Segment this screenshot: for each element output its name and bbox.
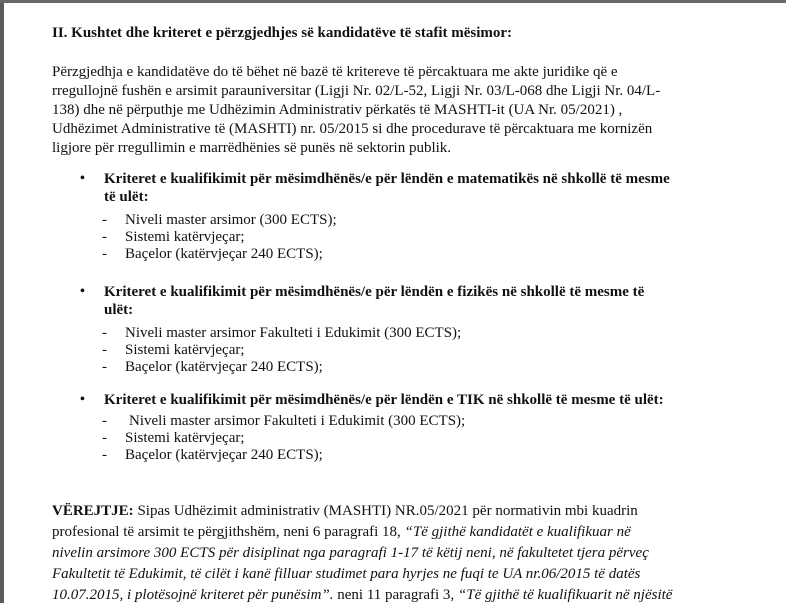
criteria-heading <box>52 170 732 206</box>
note-line: Fakultetit të Edukimit, të cilët i kanë filluar studimet para hyrjes ne fuqi te UA nr.06/2015 të datës <box>52 566 641 582</box>
criteria-heading-line: të ulët: <box>104 189 149 205</box>
note-paragraph <box>52 501 752 606</box>
dash-icon: - <box>102 212 107 228</box>
list-item: - Baçelor (katërvjeçar 240 ECTS); <box>102 246 323 262</box>
criteria-heading-line: ulët: <box>104 302 134 318</box>
dash-icon: - <box>102 430 107 446</box>
criteria-heading-line: Kriteret e kualifikimit për mësimdhënës/e për lëndën e TIK në shkollë të mesme të ulët: <box>104 392 664 408</box>
dash-icon: - <box>102 325 107 341</box>
note-line: profesional të arsimit te përgjithshëm, neni 6 paragrafi 18, “Të gjithë kandidatët e kualifikuar në <box>52 524 631 540</box>
criteria-heading <box>52 391 732 409</box>
list-item: - Niveli master arsimor Fakulteti i Edukimit (300 ECTS); <box>102 413 466 429</box>
bullet-icon: • <box>80 171 85 186</box>
dash-icon: - <box>102 246 107 262</box>
dash-icon: - <box>102 447 107 463</box>
intro-line: rregullojnë fushën e arsimit parauniversitar (Ligji Nr. 02/L-52, Ligji Nr. 03/L-068 dhe Ligji Nr. 04/L- <box>52 83 661 99</box>
list-item: - Niveli master arsimor Fakulteti i Edukimit (300 ECTS); <box>102 325 462 341</box>
note-line: nivelin arsimore 300 ECTS për disiplinat nga paragrafi 1-17 të këtij neni, në fakultetet tjera përveç <box>52 545 649 561</box>
dash-icon: - <box>102 413 107 429</box>
note-line: VËREJTJE: Sipas Udhëzimit administrativ (MASHTI) NR.05/2021 për normativin mbi kuadrin <box>52 503 638 519</box>
criteria-math <box>52 170 732 263</box>
list-item: - Baçelor (katërvjeçar 240 ECTS); <box>102 359 323 375</box>
criteria-list <box>52 212 732 263</box>
list-item: - Niveli master arsimor (300 ECTS); <box>102 212 337 228</box>
bullet-icon: • <box>80 392 85 407</box>
criteria-heading-line: Kriteret e kualifikimit për mësimdhënës/e për lëndën e matematikës në shkollë të mesme <box>104 171 670 187</box>
criteria-heading <box>52 283 732 319</box>
list-item: - Sistemi katërvjeçar; <box>102 229 245 245</box>
intro-line: 138) dhe në përputhje me Udhëzimin Administrativ përkatës të MASHTI-it (UA Nr. 05/2021) , <box>52 102 623 118</box>
intro-line: Udhëzimet Administrative të (MASHTI) nr. 05/2015 si dhe procedurave të përcaktuara me kornizën <box>52 121 653 137</box>
criteria-list <box>52 325 732 376</box>
document-page <box>4 3 786 603</box>
intro-line: Përzgjedhja e kandidatëve do të bëhet në bazë të kritereve të përcaktuara me akte juridike që e <box>52 64 618 80</box>
criteria-physics <box>52 283 732 376</box>
criteria-heading-line: Kriteret e kualifikimit për mësimdhënës/e për lëndën e fizikës në shkollë të mesme të <box>104 284 645 300</box>
dash-icon: - <box>102 342 107 358</box>
criteria-tik <box>52 391 732 464</box>
list-item: - Baçelor (katërvjeçar 240 ECTS); <box>102 447 323 463</box>
intro-line: ligjore për rregullimin e marrëdhënies së punës në sektorin publik. <box>52 140 452 156</box>
criteria-list <box>52 413 732 464</box>
list-item: - Sistemi katërvjeçar; <box>102 430 245 446</box>
intro-paragraph <box>52 63 702 158</box>
section-title: II. Kushtet dhe kriteret e përzgjedhjes së kandidatëve të stafit mësimor: <box>52 25 513 41</box>
bullet-icon: • <box>80 284 85 299</box>
dash-icon: - <box>102 229 107 245</box>
note-label: VËREJTJE: <box>52 503 134 519</box>
dash-icon: - <box>102 359 107 375</box>
list-item: - Sistemi katërvjeçar; <box>102 342 245 358</box>
note-line: 10.07.2015, i plotësojnë kriteret për punësim”. neni 11 paragrafi 3, “Të gjithë të kualifikuarit në njësitë <box>52 587 673 603</box>
